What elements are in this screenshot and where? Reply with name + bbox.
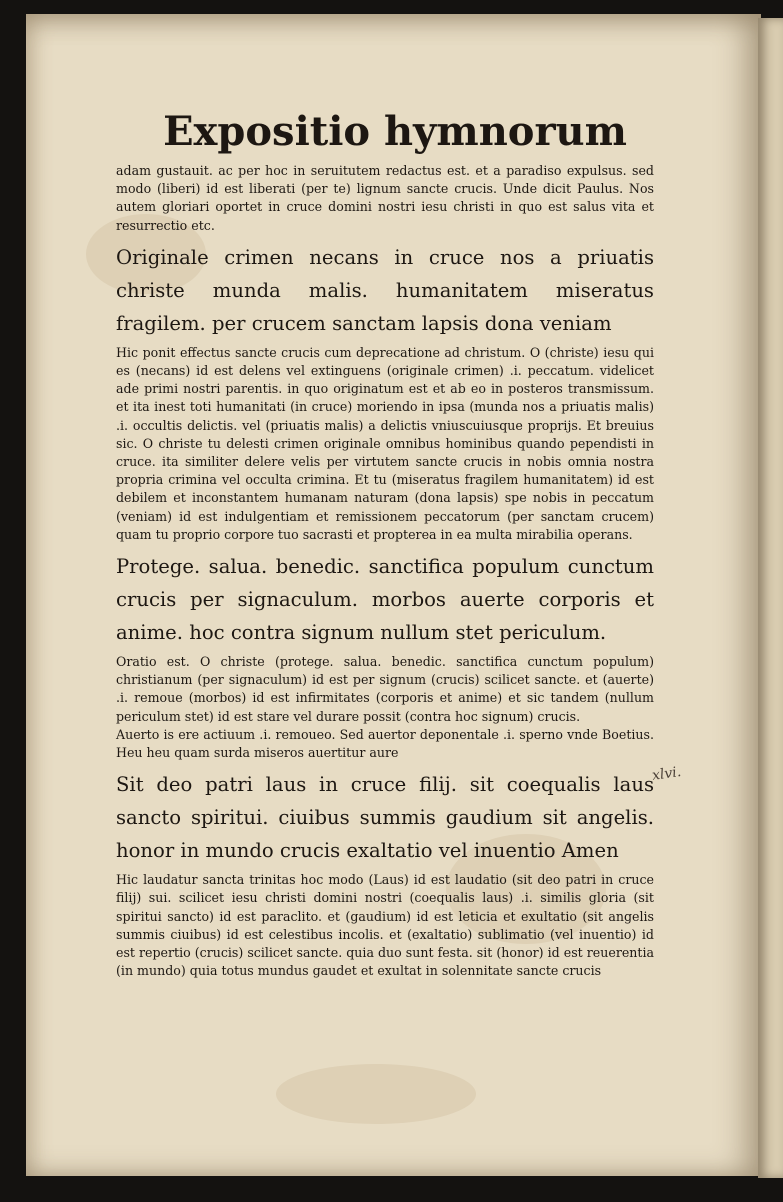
adjacent-page-edge: [758, 18, 783, 1178]
grammatical-note: Auerto is ere actiuum .i. remoueo. Sed auertor deponentale .i. sperno vnde Boetius. Heu heu quam surda miseros auertitur aure: [116, 726, 654, 761]
running-head: Expositio hymnorum: [163, 108, 627, 155]
hymn-verse-2: Protege. salua. benedic. sanctifica populum cunctum crucis per signaculum. morbos auerte corporis et anime. hoc contra signum nullum stet periculum.: [116, 555, 654, 645]
commentary-2: Oratio est. O christe (protege. salua. benedic. sanctifica cunctum populum) christianum (per signaculum) id est per signum (crucis) scilicet sancte. et (auerte) .i. remoue (morbos) id est infirmitates (corporis et anime) et sic tandem (nullum periculum stet) id est stare vel durare possit (contra hoc signum) crucis.: [116, 654, 654, 724]
commentary-3: Hic laudatur sancta trinitas hoc modo (Laus) id est laudatio (sit deo patri in cruce filij) sui. scilicet iesu christi domini nostri (coequalis laus) .i. similis gloria (sit spiritui sancto) id est paraclito. et (gaudium) id est leticia et exultatio (sit angelis summis ciuibus) id est celestibus incolis. et (exaltatio) sublimatio (vel inuentio) id est repertio (crucis) scilicet sancte. quia duo sunt festa. sit (honor) id est reuerentia (in mundo) quia totus mundus gaudet et exultat in solennitate sancte crucis: [116, 872, 654, 979]
margin-annotation: xlvi.: [651, 764, 683, 784]
commentary-1: Hic ponit effectus sancte crucis cum deprecatione ad christum. O (christe) iesu qui es (necans) id est delens vel extinguens (originale crimen) .i. peccatum. videlicet ade primi nostri parentis. in quo originatum est et ab eo in posteros transmissum. et ita inest toti humanitati (in cruce) moriendo in ipsa (munda nos a priuatis malis) .i. occultis delictis. vel (priuatis malis) a delictis vniuscuiusque proprijs. Et breuius sic. O christe tu delesti crimen originale omnibus hominibus quando pependisti in cruce. ita similiter delere velis per virtutem sancte crucis in nobis omnia nostra propria crimina vel occulta crimina. Et tu (miseratus fragilem humanitatem) id est debilem et inconstantem humanam naturam (dona lapsis) spe nobis in peccatum (veniam) id est indulgentiam et remissionem peccatorum (per sanctam crucem) quam tu proprio corpore tuo sacrasti et propterea in ea multa mirabilia operans.: [116, 344, 654, 542]
text-block: [116, 110, 654, 980]
hymn-verse-3: Sit deo patri laus in cruce filij. sit coequalis laus sancto spiritui. ciuibus summis gaudium sit angelis. honor in mundo crucis exaltatio vel inuentio Amen: [116, 773, 654, 863]
paragraph-continuation: adam gustauit. ac per hoc in seruitutem redactus est. et a paradiso expulsus. sed modo (liberi) id est liberati (per te) lignum sancte crucis. Unde dicit Paulus. Nos autem gloriari oportet in cruce domini nostri iesu christi in quo est salus vita et resurrectio etc.: [116, 163, 654, 233]
hymn-verse-1: Originale crimen necans in cruce nos a priuatis christe munda malis. humanitatem miseratus fragilem. per crucem sanctam lapsis dona veniam: [116, 245, 654, 335]
